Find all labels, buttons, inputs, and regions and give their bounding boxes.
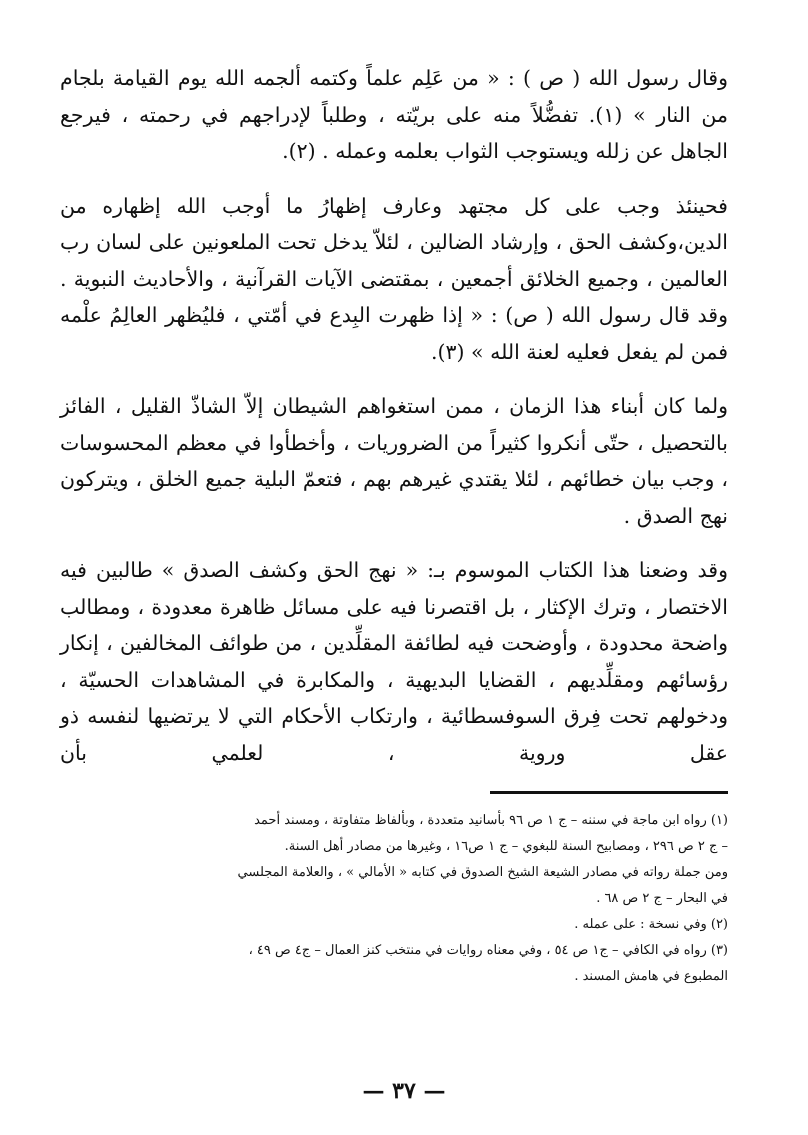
footnote-line: المطبوع في هامش المسند . <box>574 969 728 984</box>
footnote-line: (١) رواه ابن ماجة في سننه – ج ١ ص ٩٦ بأسانيد متعددة ، وبألفاظ متفاوتة ، ومسند أحمد <box>254 813 728 828</box>
book-page <box>60 60 728 1100</box>
footnote-separator <box>490 791 728 794</box>
paragraph-4: وقد وضعنا هذا الكتاب الموسوم بـ: « نهج الحق وكشف الصدق » طالبين فيه الاختصار ، وترك الإكثار ، بل اقتصرنا فيه على مسائل ظاهرة معدودة ، ومطالب واضحة محدودة ، وأوضحت فيه لطائفة المقلِّدين ، من طوائف المخالفين ، إنكار رؤسائهم ومقلِّديهم ، القضايا البديهية ، والمكابرة في المشاهدات الحسيّة ، ودخولهم تحت فِرق السوفسطائية ، وارتكاب الأحكام التي لا يرتضيها لنفسه ذو عقل وروية ، لعلمي بأن <box>60 558 728 765</box>
footnotes <box>60 808 728 990</box>
page-number: — ٣٧ — <box>362 1078 446 1104</box>
footnote-line: – ج ٢ ص ٢٩٦ ، ومصابيح السنة للبغوي – ج ١ ص١٦ ، وغيرها من مصادر أهل السنة. <box>284 839 728 854</box>
paragraph-3: ولما كان أبناء هذا الزمان ، ممن استغواهم الشيطان إلاّ الشاذّ القليل ، الفائز بالتحصيل ، حتّى أنكروا كثيراً من الضروريات ، وأخطأوا في معظم المحسوسات ، وجب بيان خطائهم ، لئلا يقتدي غيرهم بهم ، فتعمّ البلية جميع الخلق ، ويتركون نهج الصدق . <box>60 394 728 528</box>
footnote-line: في البحار – ج ٢ ص ٦٨ . <box>596 891 728 906</box>
paragraph-1: وقال رسول الله ( ص ) : « من عَلِم علماً وكتمه ألجمه الله يوم القيامة بلجام من النار » (١). تفضُّلاً منه على بريّته ، وطلباً لإدراجهم في رحمته ، فيرجع الجاهل عن زلله ويستوجب الثواب بعلمه وعمله . (٢). <box>60 66 728 163</box>
body-text <box>60 60 728 771</box>
footnote-line: (٣) رواه في الكافي – ج١ ص ٥٤ ، وفي معناه روايات في منتخب كنز العمال – ج٤ ص ٤٩ ، <box>248 943 728 958</box>
footnote-line: ومن جملة رواته في مصادر الشيعة الشيخ الصدوق في كتابه « الأمالي » ، والعلامة المجلسي <box>237 865 728 880</box>
paragraph-2: فحينئذ وجب على كل مجتهد وعارف إظهارُ ما أوجب الله إظهاره من الدين،وكشف الحق ، وإرشاد الضالين ، لئلاّ يدخل تحت الملعونين على لسان رب العالمين ، وجميع الخلائق أجمعين ، بمقتضى الآيات القرآنية ، والأحاديث النبوية . وقد قال رسول الله ( ص) : « إذا ظهرت البِدع في أمّتي ، فليُظهر العالِمُ علْمه فمن لم يفعل فعليه لعنة الله » (٣). <box>60 193 728 364</box>
footnote-line: (٢) وفي نسخة : على عمله . <box>574 917 728 932</box>
